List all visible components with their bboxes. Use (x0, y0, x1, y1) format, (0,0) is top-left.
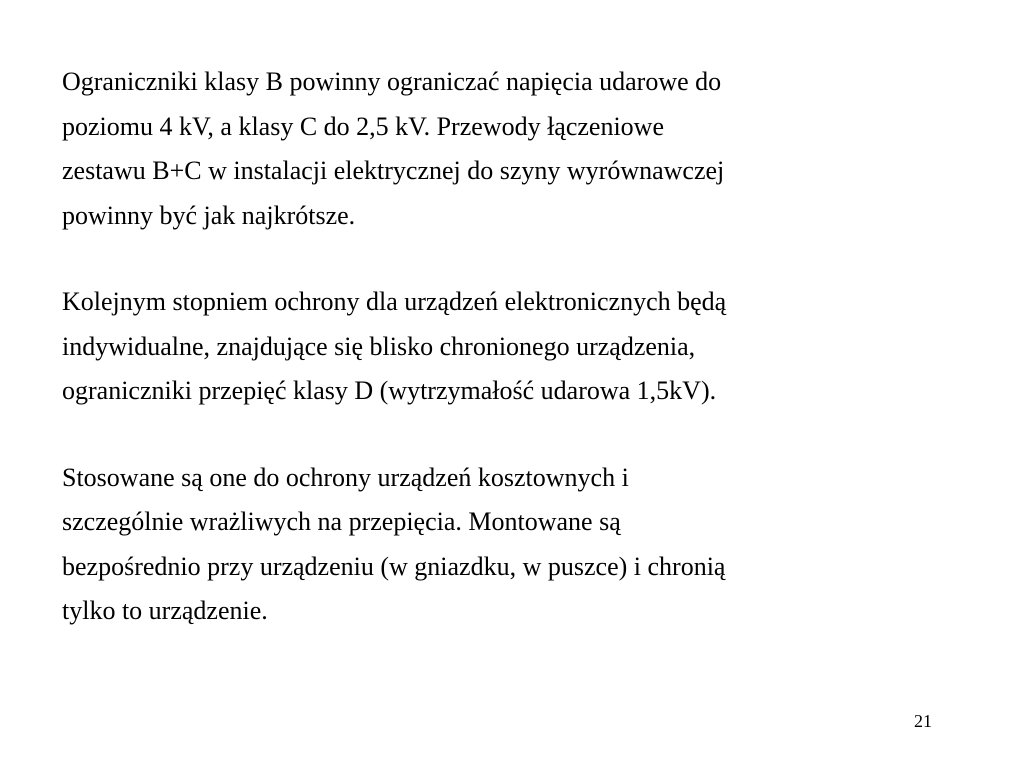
text-line: Stosowane są one do ochrony urządzeń kosztownych i (62, 462, 629, 492)
text-line: szczególnie wrażliwych na przepięcia. Montowane są (62, 507, 621, 536)
text-line: powinny być jak najkrótsze. (62, 200, 356, 230)
slide-body (62, 60, 962, 676)
paragraph-usage (62, 456, 962, 634)
paragraph-surge-arrester-classes (62, 60, 962, 238)
text-line: bezpośrednio przy urządzeniu (w gniazdku, w puszce) i chronią (62, 551, 726, 581)
text-line: Kolejnym stopniem ochrony dla urządzeń elektronicznych będą (62, 287, 727, 316)
text-line: indywidualne, znajdujące się blisko chronionego urządzenia, (62, 331, 696, 361)
text-line: tylko to urządzenie. (62, 596, 268, 625)
text-line: Ograniczniki klasy B powinny ograniczać napięcia udarowe do (62, 67, 722, 96)
text-line: poziomu 4 kV, a klasy C do 2,5 kV. Przewody łączeniowe (62, 111, 664, 141)
text-line: ograniczniki przepięć klasy D (wytrzymałość udarowa 1,5kV). (62, 376, 717, 405)
paragraph-class-d-protection (62, 280, 962, 414)
page-number: 21 (914, 711, 932, 731)
text-line: zestawu B+C w instalacji elektrycznej do szyny wyrównawczej (62, 156, 725, 185)
